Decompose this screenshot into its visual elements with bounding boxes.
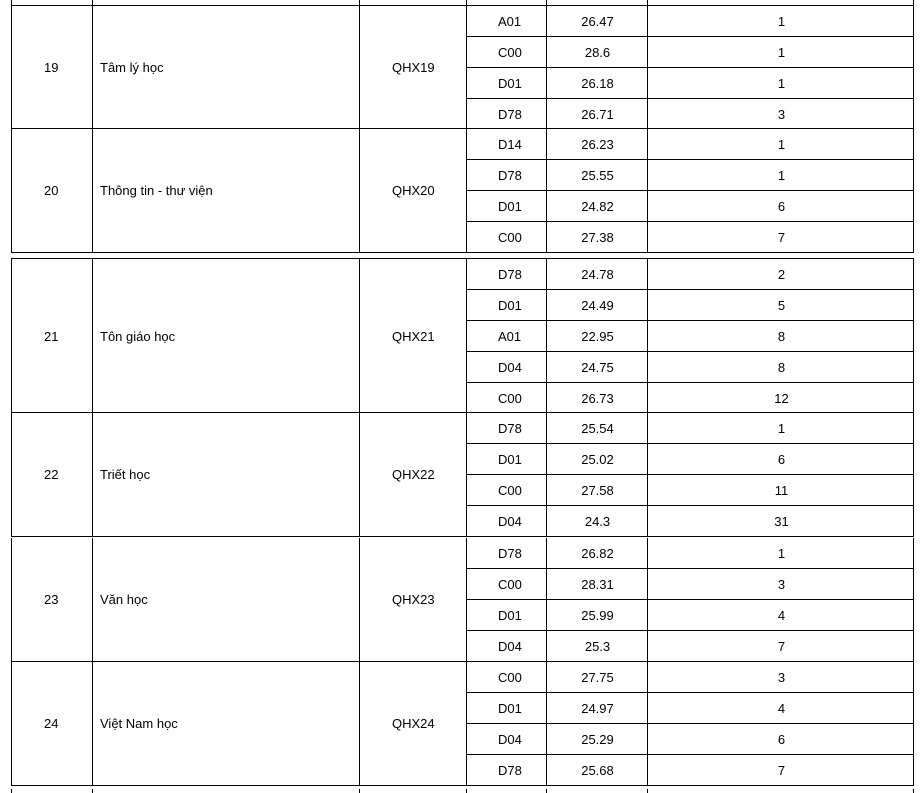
major-name: Tâm lý học: [100, 60, 164, 75]
table-grid-line: [647, 789, 648, 793]
table-grid-line: [92, 129, 93, 252]
subject-group: D78: [498, 266, 522, 282]
rank-value: 1: [777, 420, 786, 436]
rank-value: 7: [777, 762, 786, 778]
row-number: 24: [44, 716, 59, 731]
cutoff-score: 27.58: [581, 482, 614, 498]
table-grid-line: [359, 538, 360, 661]
rank-value: 12: [774, 390, 789, 406]
subject-group: C00: [498, 482, 522, 498]
subject-group: D78: [498, 106, 522, 122]
table-grid-line: [467, 568, 913, 569]
table-row-group: [11, 413, 914, 537]
table-grid-line: [359, 662, 360, 785]
rank-value: 7: [777, 638, 786, 654]
subject-group: C00: [498, 576, 522, 592]
table-grid-line: [467, 159, 913, 160]
cutoff-score: 26.82: [581, 545, 614, 561]
subject-group: C00: [498, 229, 522, 245]
cutoff-score: 25.68: [581, 762, 614, 778]
cutoff-score: 26.71: [581, 106, 614, 122]
cutoff-score: 26.18: [581, 75, 614, 91]
major-code: QHX20: [392, 183, 435, 198]
rank-value: 3: [777, 576, 786, 592]
table-grid-line: [467, 630, 913, 631]
major-name: Triết học: [100, 467, 151, 482]
table-grid-line: [467, 67, 913, 68]
table-row-group: [11, 129, 914, 253]
cutoff-score: 25.55: [581, 167, 614, 183]
rank-value: 8: [777, 359, 786, 375]
row-number: 19: [44, 60, 59, 75]
table-grid-line: [467, 443, 913, 444]
subject-group: D01: [498, 451, 522, 467]
table-grid-line: [92, 413, 93, 536]
subject-group: D04: [498, 513, 522, 529]
cutoff-score: 28.6: [584, 44, 611, 60]
table-grid-line: [359, 259, 360, 412]
table-row-group: [11, 538, 914, 662]
table-grid-line: [11, 789, 12, 793]
table-grid-line: [467, 36, 913, 37]
table-grid-line: [359, 789, 360, 793]
rank-value: 6: [777, 198, 786, 214]
rank-value: 2: [777, 266, 786, 282]
table-grid-line: [467, 474, 913, 475]
table-grid-line: [92, 259, 93, 412]
cutoff-score: 25.29: [581, 731, 614, 747]
table-grid-line: [92, 6, 93, 128]
subject-group: D04: [498, 638, 522, 654]
subject-group: D01: [498, 198, 522, 214]
rank-value: 6: [777, 731, 786, 747]
subject-group: A01: [498, 13, 522, 29]
major-name: Tôn giáo học: [100, 328, 176, 344]
table-row-group: [11, 662, 914, 786]
major-name: Văn học: [100, 592, 148, 607]
subject-group: D78: [498, 167, 522, 183]
subject-group: D01: [498, 75, 522, 91]
cutoff-score: 24.49: [581, 297, 614, 313]
table-grid-line: [467, 599, 913, 600]
major-name: Việt Nam học: [100, 716, 178, 731]
table-grid-line: [467, 754, 913, 755]
subject-group: D01: [498, 700, 522, 716]
subject-group: D14: [498, 136, 522, 152]
subject-group: D01: [498, 297, 522, 313]
subject-group: C00: [498, 390, 522, 406]
cutoff-score: 27.38: [581, 229, 614, 245]
major-name: Thông tin - thư viện: [100, 183, 213, 198]
table-row-group: [11, 5, 914, 129]
row-number: 22: [44, 467, 59, 482]
table-grid-line: [92, 538, 93, 661]
table-grid-line: [913, 789, 914, 793]
rank-value: 1: [777, 136, 786, 152]
subject-group: D78: [498, 762, 522, 778]
table-grid-line: [467, 190, 913, 191]
rank-value: 3: [777, 106, 786, 122]
subject-group: C00: [498, 669, 522, 685]
cutoff-score: 26.47: [581, 13, 614, 29]
rank-value: 3: [777, 669, 786, 685]
rank-value: 1: [777, 545, 786, 561]
cutoff-score: 25.54: [581, 420, 614, 436]
table-grid-line: [467, 382, 913, 383]
table-grid-line: [466, 259, 467, 412]
cutoff-score: 22.95: [581, 328, 614, 344]
rank-value: 1: [777, 13, 786, 29]
cutoff-score: 24.75: [581, 359, 614, 375]
table-grid-line: [359, 6, 360, 128]
row-number: 21: [44, 328, 59, 344]
rank-value: 8: [777, 328, 786, 344]
cutoff-score: 28.31: [581, 576, 614, 592]
table-grid-line: [467, 98, 913, 99]
cutoff-score: 24.97: [581, 700, 614, 716]
major-code: QHX22: [392, 467, 435, 482]
subject-group: A01: [498, 328, 522, 344]
major-code: QHX23: [392, 592, 435, 607]
subject-group: D78: [498, 545, 522, 561]
table-grid-line: [92, 789, 93, 793]
rank-value: 11: [774, 482, 789, 498]
table-grid-line: [467, 505, 913, 506]
subject-group: D04: [498, 359, 522, 375]
table-grid-line: [359, 413, 360, 536]
rank-value: 6: [777, 451, 786, 467]
cutoff-score: 26.73: [581, 390, 614, 406]
cutoff-score: 25.3: [584, 638, 611, 654]
table-grid-line: [546, 789, 547, 793]
table-grid-line: [467, 351, 913, 352]
table-row-group: [11, 258, 914, 413]
cutoff-score: 24.3: [584, 513, 611, 529]
table-grid-line: [467, 723, 913, 724]
rank-value: 1: [777, 167, 786, 183]
subject-group: D78: [498, 420, 522, 436]
rank-value: 31: [774, 513, 789, 529]
table-grid-line: [467, 692, 913, 693]
major-code: QHX21: [392, 328, 435, 344]
rank-value: 1: [777, 75, 786, 91]
cutoff-score: 25.99: [581, 607, 614, 623]
cutoff-score: 26.23: [581, 136, 614, 152]
cutoff-score: 24.82: [581, 198, 614, 214]
table-grid-line: [467, 221, 913, 222]
rank-value: 5: [777, 297, 786, 313]
major-code: QHX19: [392, 60, 435, 75]
rank-value: 7: [777, 229, 786, 245]
table-grid-line: [467, 320, 913, 321]
table-grid-line: [466, 789, 467, 793]
subject-group: C00: [498, 44, 522, 60]
rank-value: 4: [777, 607, 786, 623]
subject-group: D04: [498, 731, 522, 747]
table-grid-line: [359, 129, 360, 252]
table-grid-line: [467, 289, 913, 290]
major-code: QHX24: [392, 716, 435, 731]
subject-group: D01: [498, 607, 522, 623]
rank-value: 4: [777, 700, 786, 716]
row-number: 23: [44, 592, 59, 607]
cutoff-score: 24.78: [581, 266, 614, 282]
cutoff-score: 27.75: [581, 669, 614, 685]
cutoff-score: 25.02: [581, 451, 614, 467]
row-number: 20: [44, 183, 59, 198]
table-grid-line: [92, 662, 93, 785]
rank-value: 1: [777, 44, 786, 60]
